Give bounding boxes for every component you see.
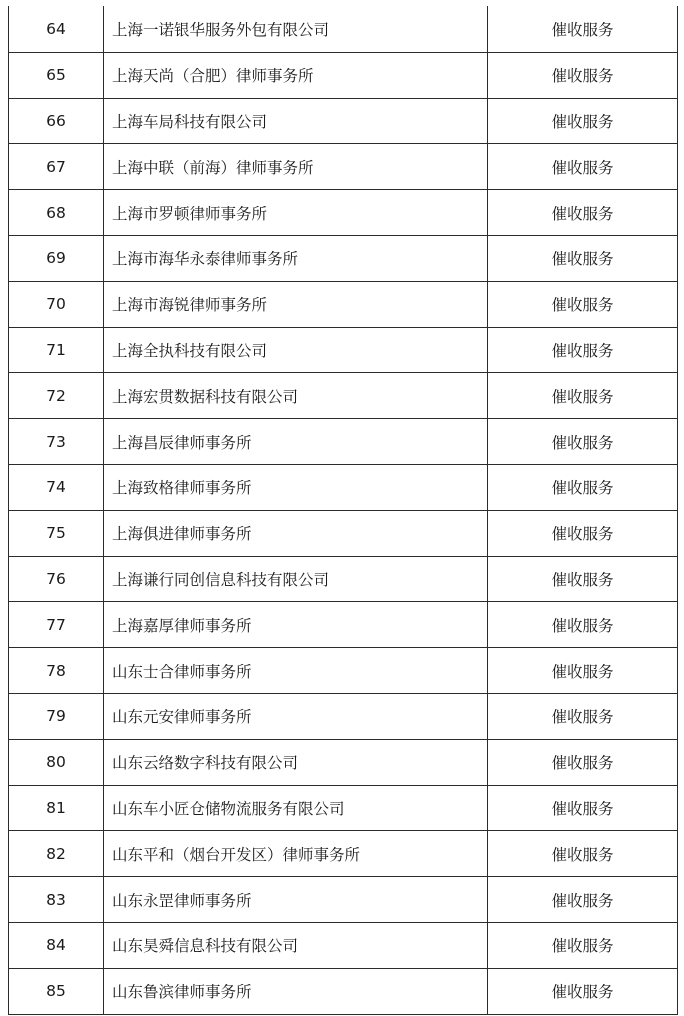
service-type: 催收服务 — [551, 662, 614, 681]
table-row — [9, 98, 677, 144]
institution-name: 山东元安律师事务所 — [104, 694, 488, 739]
service-type: 催收服务 — [551, 708, 614, 727]
service-type: 催收服务 — [551, 525, 614, 544]
table-row — [9, 739, 677, 785]
service-type: 催收服务 — [551, 250, 614, 269]
table-row — [9, 143, 677, 189]
institution-name: 上海宏贯数据科技有限公司 — [104, 373, 488, 418]
row-number: 85 — [9, 969, 104, 1014]
institution-name: 山东云络数字科技有限公司 — [104, 740, 488, 785]
row-number: 80 — [9, 740, 104, 785]
institution-name: 上海谦行同创信息科技有限公司 — [104, 557, 488, 602]
institution-table — [8, 6, 678, 1015]
table-row — [9, 693, 677, 739]
institution-name: 上海昌辰律师事务所 — [104, 419, 488, 464]
table-row — [9, 830, 677, 876]
institution-name: 上海致格律师事务所 — [104, 465, 488, 510]
service-type: 催收服务 — [551, 937, 614, 956]
table-row — [9, 876, 677, 922]
institution-name: 上海市罗顿律师事务所 — [104, 190, 488, 235]
table-row — [9, 785, 677, 831]
institution-name: 山东永罡律师事务所 — [104, 877, 488, 922]
row-number: 83 — [9, 877, 104, 922]
institution-name: 上海全执科技有限公司 — [104, 328, 488, 373]
row-number: 81 — [9, 786, 104, 831]
row-number: 75 — [9, 511, 104, 556]
service-type: 催收服务 — [551, 799, 614, 818]
institution-name: 山东鲁滨律师事务所 — [104, 969, 488, 1014]
row-number: 82 — [9, 831, 104, 876]
row-number: 74 — [9, 465, 104, 510]
service-type: 催收服务 — [551, 341, 614, 360]
service-type: 催收服务 — [551, 158, 614, 177]
institution-name: 山东车小匠仓储物流服务有限公司 — [104, 786, 488, 831]
row-number: 67 — [9, 144, 104, 189]
institution-name: 山东士合律师事务所 — [104, 648, 488, 693]
service-type: 催收服务 — [551, 845, 614, 864]
row-number: 78 — [9, 648, 104, 693]
institution-name: 上海中联（前海）律师事务所 — [104, 144, 488, 189]
service-type: 催收服务 — [551, 754, 614, 773]
row-number: 65 — [9, 53, 104, 98]
institution-name: 上海天尚（合肥）律师事务所 — [104, 53, 488, 98]
service-type: 催收服务 — [551, 296, 614, 315]
row-number: 84 — [9, 923, 104, 968]
row-number: 76 — [9, 557, 104, 602]
institution-name: 山东平和（烟台开发区）律师事务所 — [104, 831, 488, 876]
service-type: 催收服务 — [551, 433, 614, 452]
service-type: 催收服务 — [551, 204, 614, 223]
service-type: 催收服务 — [551, 891, 614, 910]
table-row — [9, 6, 677, 52]
table-row — [9, 281, 677, 327]
institution-name: 上海车局科技有限公司 — [104, 99, 488, 144]
service-type: 催收服务 — [551, 387, 614, 406]
table-row — [9, 189, 677, 235]
table-row — [9, 52, 677, 98]
service-type: 催收服务 — [551, 570, 614, 589]
table-row — [9, 556, 677, 602]
row-number: 72 — [9, 373, 104, 418]
service-type: 催收服务 — [551, 67, 614, 86]
institution-name: 山东昊舜信息科技有限公司 — [104, 923, 488, 968]
row-number: 70 — [9, 282, 104, 327]
table-row — [9, 510, 677, 556]
table-row — [9, 327, 677, 373]
row-number: 71 — [9, 328, 104, 373]
table-row — [9, 968, 677, 1014]
table-row — [9, 418, 677, 464]
row-number: 64 — [9, 6, 104, 52]
table-row — [9, 464, 677, 510]
table-row — [9, 647, 677, 693]
table-row — [9, 235, 677, 281]
row-number: 66 — [9, 99, 104, 144]
institution-name: 上海市海华永泰律师事务所 — [104, 236, 488, 281]
institution-name: 上海嘉厚律师事务所 — [104, 602, 488, 647]
service-type: 催收服务 — [551, 112, 614, 131]
institution-name: 上海市海锐律师事务所 — [104, 282, 488, 327]
row-number: 69 — [9, 236, 104, 281]
institution-name: 上海一诺银华服务外包有限公司 — [104, 6, 488, 52]
row-number: 77 — [9, 602, 104, 647]
table-row — [9, 372, 677, 418]
row-number: 79 — [9, 694, 104, 739]
table-row — [9, 601, 677, 647]
row-number: 73 — [9, 419, 104, 464]
row-number: 68 — [9, 190, 104, 235]
service-type: 催收服务 — [551, 20, 614, 39]
service-type: 催收服务 — [551, 616, 614, 635]
service-type: 催收服务 — [551, 479, 614, 498]
service-type: 催收服务 — [551, 983, 614, 1002]
table-row — [9, 922, 677, 968]
institution-name: 上海俱进律师事务所 — [104, 511, 488, 556]
